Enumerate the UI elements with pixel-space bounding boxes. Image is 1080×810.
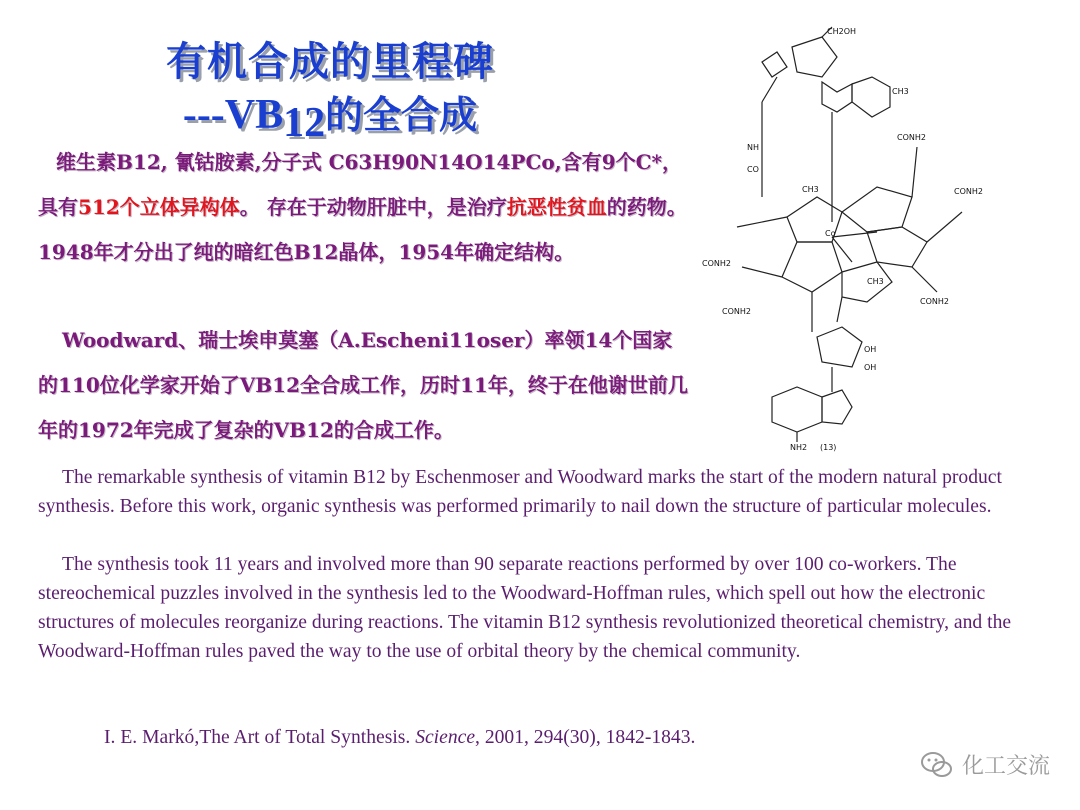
subtitle-prefix: ---VB xyxy=(182,92,284,138)
label-ch3-1: CH3 xyxy=(892,87,909,96)
watermark xyxy=(920,749,1050,780)
citation xyxy=(104,723,695,752)
label-conh2-1: CONH2 xyxy=(897,133,926,142)
cn-p1-text-b: 。 存在于动物肝脏中，是治疗 xyxy=(239,195,507,219)
english-paragraph-2: The synthesis took 11 years and involved more than 90 separate reactions performed by over 100 co-workers. The stereochemical puzzles involved in the synthesis led to the Woodward-Hoffman rules, which spell out how the electronic structures of molecules reorganize during reactions. The vitamin B12 synthesis revolutionized theoretical chemistry, and the Woodward-Hoffman rules paved the way to the use of orbital theory by the chemical community. xyxy=(38,554,1012,662)
wechat-icon xyxy=(920,750,954,780)
label-ch3-2: CH3 xyxy=(802,185,819,194)
cn-p1-text-a: 维生素B12, 氰钴胺素,分子式 C63H90N14O14PCo,含有9个C*，具有 xyxy=(38,150,682,219)
label-nh2: NH2 xyxy=(790,443,808,452)
english-paragraph-1: The remarkable synthesis of vitamin B12 by Eschenmoser and Woodward marks the start of the modern natural product synthesis. Before this work, organic synthesis was performed primarily to nail down the structure of particular molecules. xyxy=(38,467,1002,517)
cn-p1-text-c: 的药物。1948年才分出了纯的暗红色B12晶体，1954年确定结构。 xyxy=(38,195,687,264)
label-ch2oh: CH2OH xyxy=(827,27,857,36)
label-oh-2: OH xyxy=(864,363,877,372)
subtitle-suffix: 的全合成 xyxy=(325,93,478,137)
citation-journal: Science xyxy=(415,727,476,748)
label-ch3-3: CH3 xyxy=(867,277,884,286)
label-nh: NH xyxy=(747,143,759,152)
vitamin-b12-structure xyxy=(692,22,1022,452)
cn-p1-highlight-anemia: 抗恶性贫血 xyxy=(506,195,607,219)
label-oh-1: OH xyxy=(864,345,877,354)
label-co-group: CO xyxy=(747,165,759,174)
label-cobalt: Co xyxy=(825,229,836,238)
label-conh2-3: CONH2 xyxy=(920,297,949,306)
watermark-text: 化工交流 xyxy=(961,754,1050,779)
citation-details: , 2001, 294(30), 1842-1843. xyxy=(475,727,696,748)
chinese-paragraph-1 xyxy=(38,140,688,275)
label-conh2-4: CONH2 xyxy=(702,259,731,268)
slide-title: 有机合成的里程碑 xyxy=(166,39,494,85)
cn-p1-highlight-stereoisomers: 512个立体异构体 xyxy=(78,195,240,219)
label-compound-number: (13) xyxy=(820,443,837,452)
label-conh2-5: CONH2 xyxy=(722,307,751,316)
chinese-paragraph-2: Woodward、瑞士埃申莫塞（A.Escheni11oser）率领14个国家的110位化学家开始了VB12全合成工作，历时11年，终于在他谢世前几年的1972年完成了复杂的VB12的合成工作。 xyxy=(38,328,688,442)
citation-authors: I. E. Markó,The Art of Total Synthesis. xyxy=(104,727,416,748)
subtitle-subscript: 12 xyxy=(283,100,326,146)
slide-subtitle xyxy=(0,84,660,147)
label-conh2-2: CONH2 xyxy=(954,187,983,196)
